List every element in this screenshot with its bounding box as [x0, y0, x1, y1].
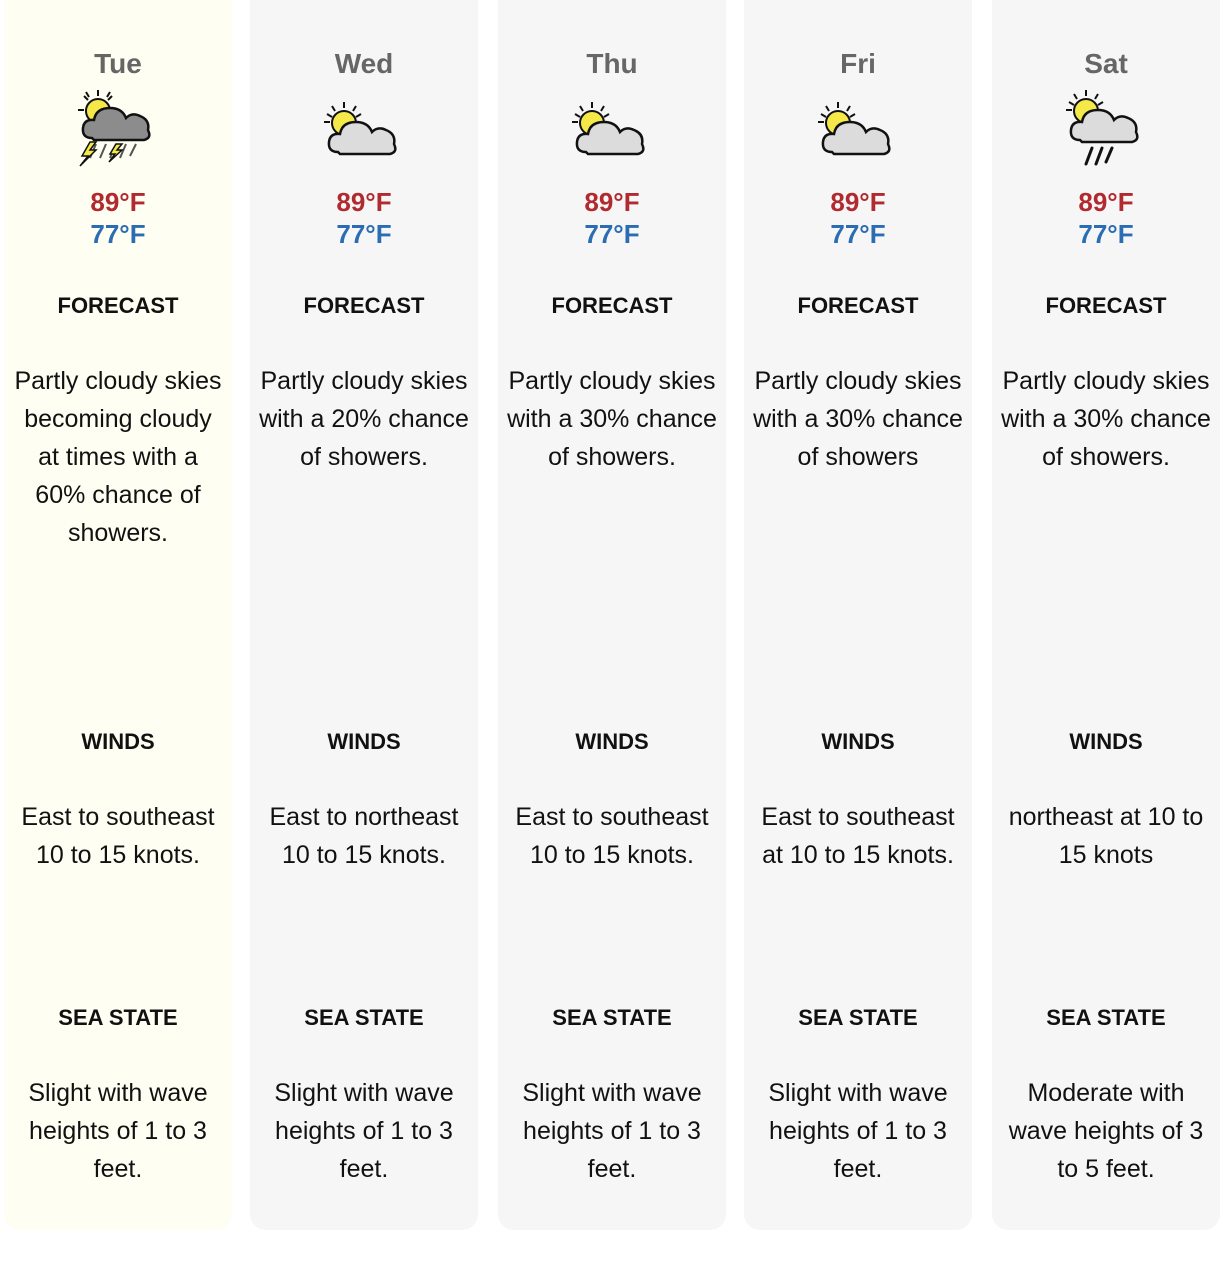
- sea-state-text: Slight with wave heights of 1 to 3 feet.: [768, 1079, 948, 1183]
- sea-state-label: SEA STATE: [304, 1005, 424, 1030]
- forecast-label: FORECAST: [551, 293, 673, 318]
- day-name: Wed: [334, 48, 394, 79]
- sea-state-text: Slight with wave heights of 1 to 3 feet.: [28, 1079, 208, 1183]
- forecast-card-tue: [4, 0, 232, 1230]
- low-temperature: 77°F: [90, 219, 146, 249]
- thunderstorm-partly-cloudy-icon: [76, 86, 160, 168]
- forecast-cards: [4, 0, 1224, 1232]
- forecast-label: FORECAST: [57, 293, 179, 318]
- forecast-card-thu: [498, 0, 726, 1230]
- forecast-text: Partly cloudy skies becoming cloudy at times with a 60% chance of showers.: [14, 367, 222, 547]
- forecast-text: Partly cloudy skies with a 20% chance of showers.: [259, 367, 469, 471]
- day-name: Fri: [840, 48, 876, 79]
- partly-cloudy-icon: [322, 86, 406, 168]
- winds-text: East to northeast 10 to 15 knots.: [269, 803, 459, 869]
- forecast-text: Partly cloudy skies with a 30% chance of showers.: [507, 367, 717, 471]
- winds-text: East to southeast at 10 to 15 knots.: [761, 803, 955, 869]
- winds-label: WINDS: [1069, 729, 1143, 754]
- winds-text: northeast at 10 to 15 knots: [1008, 803, 1204, 869]
- winds-label: WINDS: [327, 729, 401, 754]
- low-temperature: 77°F: [830, 219, 886, 249]
- day-name: Thu: [586, 48, 638, 79]
- low-temperature: 77°F: [336, 219, 392, 249]
- sea-state-label: SEA STATE: [798, 1005, 918, 1030]
- high-temperature: 89°F: [90, 187, 146, 217]
- high-temperature: 89°F: [584, 187, 640, 217]
- high-temperature: 89°F: [1078, 187, 1134, 217]
- forecast-label: FORECAST: [303, 293, 425, 318]
- sea-state-label: SEA STATE: [1046, 1005, 1166, 1030]
- forecast-card-wed: [250, 0, 478, 1230]
- forecast-label: FORECAST: [1045, 293, 1167, 318]
- forecast-label: FORECAST: [797, 293, 919, 318]
- showers-partly-cloudy-icon: [1064, 86, 1148, 168]
- partly-cloudy-icon: [570, 86, 654, 168]
- sea-state-label: SEA STATE: [552, 1005, 672, 1030]
- forecast-card-fri: [744, 0, 972, 1230]
- winds-label: WINDS: [81, 729, 155, 754]
- sea-state-text: Slight with wave heights of 1 to 3 feet.: [274, 1079, 454, 1183]
- sea-state-text: Slight with wave heights of 1 to 3 feet.: [522, 1079, 702, 1183]
- day-name: Sat: [1084, 48, 1128, 79]
- low-temperature: 77°F: [584, 219, 640, 249]
- day-name: Tue: [94, 48, 142, 79]
- winds-text: East to southeast 10 to 15 knots.: [515, 803, 709, 869]
- forecast-card-sat: [992, 0, 1220, 1230]
- partly-cloudy-icon: [816, 86, 900, 168]
- winds-label: WINDS: [575, 729, 649, 754]
- high-temperature: 89°F: [336, 187, 392, 217]
- sea-state-text: Moderate with wave heights of 3 to 5 feet.: [1008, 1079, 1204, 1183]
- forecast-text: Partly cloudy skies with a 30% chance of showers: [753, 367, 963, 471]
- sea-state-label: SEA STATE: [58, 1005, 178, 1030]
- high-temperature: 89°F: [830, 187, 886, 217]
- winds-label: WINDS: [821, 729, 895, 754]
- forecast-text: Partly cloudy skies with a 30% chance of showers.: [1001, 367, 1211, 471]
- low-temperature: 77°F: [1078, 219, 1134, 249]
- winds-text: East to southeast 10 to 15 knots.: [21, 803, 215, 869]
